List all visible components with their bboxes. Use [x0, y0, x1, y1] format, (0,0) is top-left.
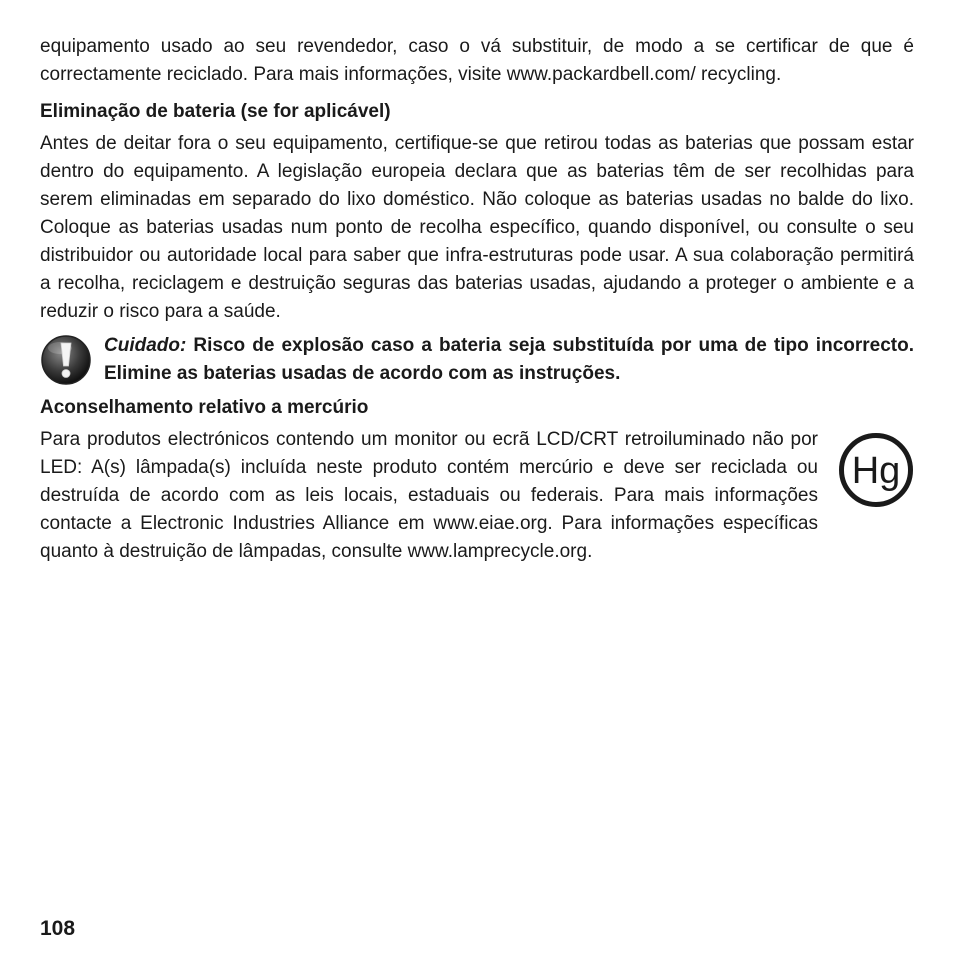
- battery-disposal-heading: Eliminação de bateria (se for aplicável): [40, 101, 391, 122]
- mercury-advice-heading: Aconselhamento relativo a mercúrio: [40, 397, 369, 418]
- caution-text: [104, 332, 914, 388]
- caution-label: Cuidado:: [104, 335, 187, 356]
- document-page: [40, 33, 914, 566]
- mercury-section: [40, 426, 914, 566]
- caution-exclamation-icon: [40, 334, 92, 386]
- mercury-hg-icon: [838, 432, 914, 508]
- caution-message: Risco de explosão caso a bateria seja substituída por uma de tipo incorrecto. Elimine as baterias usadas de acordo com as instruções.: [104, 335, 915, 384]
- caution-note: [40, 332, 914, 388]
- page-number: 108: [40, 917, 76, 940]
- battery-disposal-paragraph: Antes de deitar fora o seu equipamento, certifique-se que retirou todas as baterias que possam estar dentro do equipamento. A legislação europeia declara que as baterias têm de ser recolhidas para serem eliminadas em separado do lixo doméstico. Não coloque as baterias usadas no balde do lixo. Coloque as baterias usadas num ponto de recolha específico, quando disponível, ou consulte o seu distribuidor ou autoridade local para saber que infra-estruturas pode usar. A sua colaboração permitirá a recolha, reciclagem e destruição seguras das baterias usadas, ajudando a proteger o ambiente e a reduzir o risco para a saúde.: [40, 133, 914, 322]
- mercury-hg-label: Hg: [851, 450, 901, 492]
- mercury-advice-paragraph: Para produtos electrónicos contendo um monitor ou ecrã LCD/CRT retroiluminado não por LED: A(s) lâmpada(s) incluída neste produto contém mercúrio e deve ser reciclada ou destruída de acordo com as leis locais, estaduais ou federais. Para mais informações contacte a Electronic Industries Alliance em www.eiae.org. Para informações específicas quanto à destruição de lâmpadas, consulte www.lamprecycle.org.: [40, 429, 818, 562]
- intro-paragraph: equipamento usado ao seu revendedor, caso o vá substituir, de modo a se certificar de que é correctamente reciclado. Para mais informações, visite www.packardbell.com/ recycling.: [40, 36, 914, 85]
